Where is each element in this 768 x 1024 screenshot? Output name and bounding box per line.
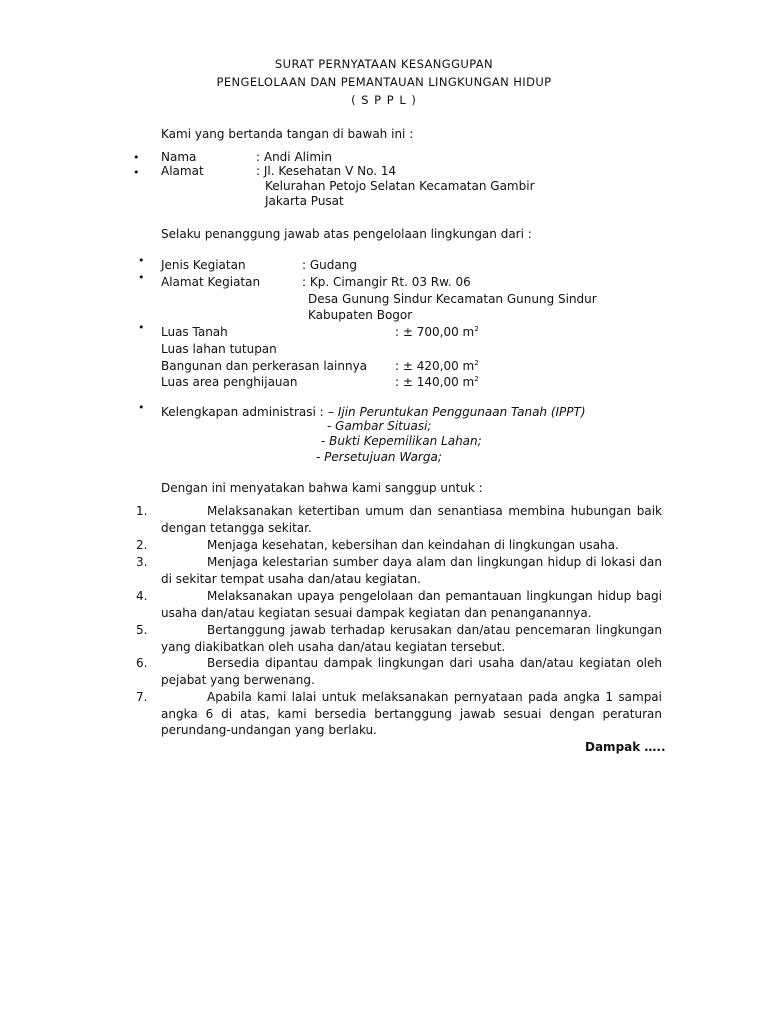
commitment-number: 5. — [136, 623, 148, 637]
document-title-line1: SURAT PERNYATAAN KESANGGUPAN — [274, 57, 494, 71]
commitment-number: 7. — [136, 690, 148, 704]
address-line1: : Jl. Kesehatan V No. 14 — [256, 164, 397, 178]
commitment-number: 2. — [136, 538, 148, 552]
commitment-number: 1. — [136, 504, 148, 518]
commitment-text: Melaksanakan upaya pengelolaan dan pemantauan lingkungan hidup bagi usaha dan/atau kegiatan sesuai dampak kegiatan dan penanganannya. — [161, 589, 662, 620]
commitment-text: Menjaga kesehatan, kebersihan dan keindahan di lingkungan usaha. — [207, 538, 619, 552]
bullet-icon: • — [138, 254, 145, 267]
commitment-text: Apabila kami lalai untuk melaksanakan pernyataan pada angka 1 sampai angka 6 di atas, kami bersedia bertanggung jawab sesuai dengan peraturan perundang-undangan yang berlaku. — [161, 690, 662, 737]
name-value: : Andi Alimin — [256, 150, 332, 164]
land-building-label: Bangunan dan perkerasan lainnya — [161, 359, 368, 373]
address-line2: Kelurahan Petojo Selatan Kecamatan Gambir — [265, 179, 535, 193]
admin-item: - Persetujuan Warga; — [316, 450, 442, 464]
bullet-icon: • — [133, 151, 140, 164]
land-green-value: : ± 140,00 $m^2$ — [395, 375, 479, 389]
commitment-text: Menjaga kelestarian sumber daya alam dan lingkungan hidup di lokasi dan di sekitar tempat usaha dan/atau kegiatan. — [161, 555, 662, 586]
admin-item: - Gambar Situasi; — [327, 419, 432, 433]
bullet-icon: • — [133, 166, 140, 179]
activity-address-line2: Desa Gunung Sindur Kecamatan Gunung Sindur — [308, 292, 597, 306]
commitment-text: Melaksanakan ketertiban umum dan senantiasa membina hubungan baik dengan tetangga sekitar. — [161, 504, 662, 535]
statement-intro: Dengan ini menyatakan bahwa kami sanggup untuk : — [161, 481, 483, 495]
commitment-text: Bersedia dipantau dampak lingkungan dari usaha dan/atau kegiatan oleh pejabat yang berwenang. — [161, 656, 662, 687]
land-green-label: Luas area penghijauan — [161, 375, 298, 389]
activity-address-line1: : Kp. Cimangir Rt. 03 Rw. 06 — [302, 275, 471, 289]
activity-address-label: Alamat Kegiatan — [161, 275, 261, 289]
address-label: Alamat — [161, 164, 204, 178]
bullet-icon: • — [138, 401, 145, 414]
land-total-value: : ± 700,00 $m^2$ — [395, 325, 479, 339]
land-cover-label: Luas lahan tutupan — [161, 342, 277, 356]
bullet-icon: • — [138, 321, 145, 334]
land-building-value: : ± 420,00 $m^2$ — [395, 359, 479, 373]
responsible-intro: Selaku penanggung jawab atas pengelolaan lingkungan dari : — [161, 227, 532, 241]
admin-item: - Bukti Kepemilikan Lahan; — [321, 434, 482, 448]
bullet-icon: • — [138, 271, 145, 284]
activity-type-value: : Gudang — [302, 258, 357, 272]
document-title-line2: PENGELOLAAN DAN PEMANTAUAN LINGKUNGAN HIDUP — [216, 75, 552, 89]
intro-text: Kami yang bertanda tangan di bawah ini : — [161, 127, 414, 141]
activity-address-line3: Kabupaten Bogor — [308, 308, 413, 322]
commitment-text: Bertanggung jawab terhadap kerusakan dan/atau pencemaran lingkungan yang diakibatkan oleh usaha dan/atau kegiatan tersebut. — [161, 623, 662, 654]
name-label: Nama — [161, 150, 197, 164]
land-total-label: Luas Tanah — [161, 325, 228, 339]
commitment-number: 6. — [136, 656, 148, 670]
continue-marker: Dampak ….. — [585, 740, 666, 754]
address-line3: Jakarta Pusat — [265, 194, 344, 208]
commitment-number: 3. — [136, 555, 148, 569]
activity-type-label: Jenis Kegiatan — [161, 258, 246, 272]
commitment-number: 4. — [136, 589, 148, 603]
admin-item: – Ijin Peruntukan Penggunaan Tanah (IPPT) — [328, 405, 586, 419]
document-title-line3: ( S P P L ) — [351, 93, 417, 107]
admin-label: Kelengkapan administrasi : — [161, 405, 324, 419]
